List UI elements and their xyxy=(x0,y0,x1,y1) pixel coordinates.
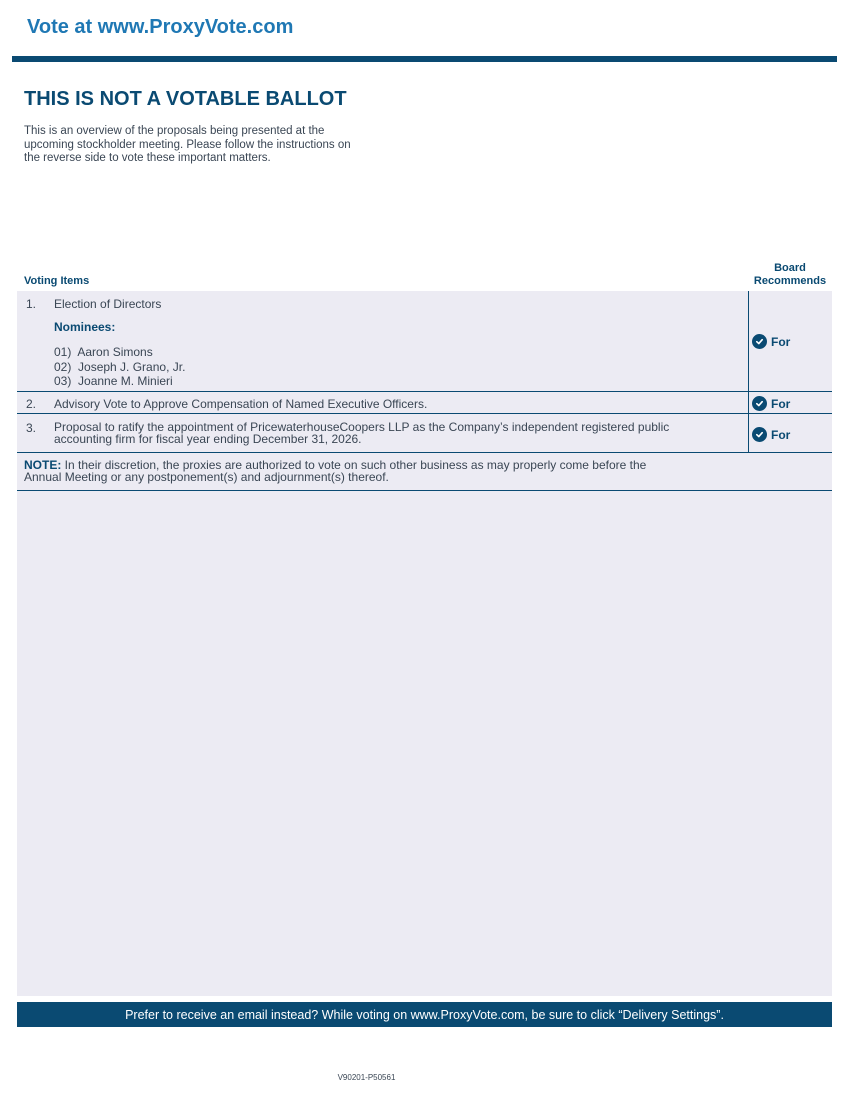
note-text xyxy=(24,459,754,483)
voting-item-1 xyxy=(17,291,832,392)
item-title-line: accounting firm for fiscal year ending December 31, 2026. xyxy=(54,432,362,446)
recommendation-item-2 xyxy=(752,396,790,411)
item-number: 1. xyxy=(26,297,37,311)
recommendation-item-1 xyxy=(752,334,790,349)
delivery-settings-banner xyxy=(17,1002,832,1027)
voting-item-3 xyxy=(17,414,832,453)
intro-line: the reverse side to vote these important matters. xyxy=(24,152,271,164)
voting-items-header: Voting Items xyxy=(24,275,90,287)
note-row xyxy=(17,453,832,491)
recommendation-label: For xyxy=(771,396,791,411)
item-title xyxy=(54,421,669,445)
note-line: In their discretion, the proxies are authorized to vote on such other business as may properly come before the xyxy=(61,458,647,472)
proxyvote-link[interactable]: Vote at www.ProxyVote.com xyxy=(27,16,294,38)
item-title-line: Proposal to ratify the appointment of PricewaterhouseCoopers LLP as the Company’s independent registered public xyxy=(54,420,670,434)
item-title: Advisory Vote to Approve Compensation of Named Executive Officers. xyxy=(54,397,428,411)
note-line: Annual Meeting or any postponement(s) and adjournment(s) thereof. xyxy=(24,470,389,484)
column-divider xyxy=(748,392,749,414)
column-divider xyxy=(748,414,749,453)
check-circle-icon xyxy=(752,334,767,349)
header-rule xyxy=(12,56,837,62)
nominee-item: 02) Joseph J. Grano, Jr. xyxy=(54,359,186,374)
intro-line: upcoming stockholder meeting. Please follow the instructions on xyxy=(24,138,351,151)
item-title: Election of Directors xyxy=(54,297,162,311)
page-title: THIS IS NOT A VOTABLE BALLOT xyxy=(24,88,347,110)
nominees-label: Nominees: xyxy=(54,320,116,334)
note-label: NOTE: xyxy=(24,458,62,472)
voting-item-2 xyxy=(17,392,832,414)
board-header-line: Board xyxy=(774,262,806,274)
nominee-item: 03) Joanne M. Minieri xyxy=(54,374,173,388)
check-circle-icon xyxy=(752,396,767,411)
recommendation-label: For xyxy=(771,427,791,442)
item-number: 2. xyxy=(26,397,37,411)
nominee-list xyxy=(54,345,185,389)
column-divider xyxy=(748,291,749,392)
item-number: 3. xyxy=(26,421,37,435)
document-code: V90201-P50561 xyxy=(337,1073,396,1082)
intro-text xyxy=(24,125,424,166)
board-header-line: Recommends xyxy=(753,275,827,287)
check-circle-icon xyxy=(752,427,767,442)
board-recommends-header xyxy=(745,262,835,288)
recommendation-item-3 xyxy=(752,427,790,442)
intro-line: This is an overview of the proposals being presented at the xyxy=(24,125,325,137)
recommendation-label: For xyxy=(771,334,791,349)
banner-text: Prefer to receive an email instead? While voting on www.ProxyVote.com, be sure to click “Delivery Settings”. xyxy=(125,1007,724,1022)
nominee-item: 01) Aaron Simons xyxy=(54,345,153,359)
